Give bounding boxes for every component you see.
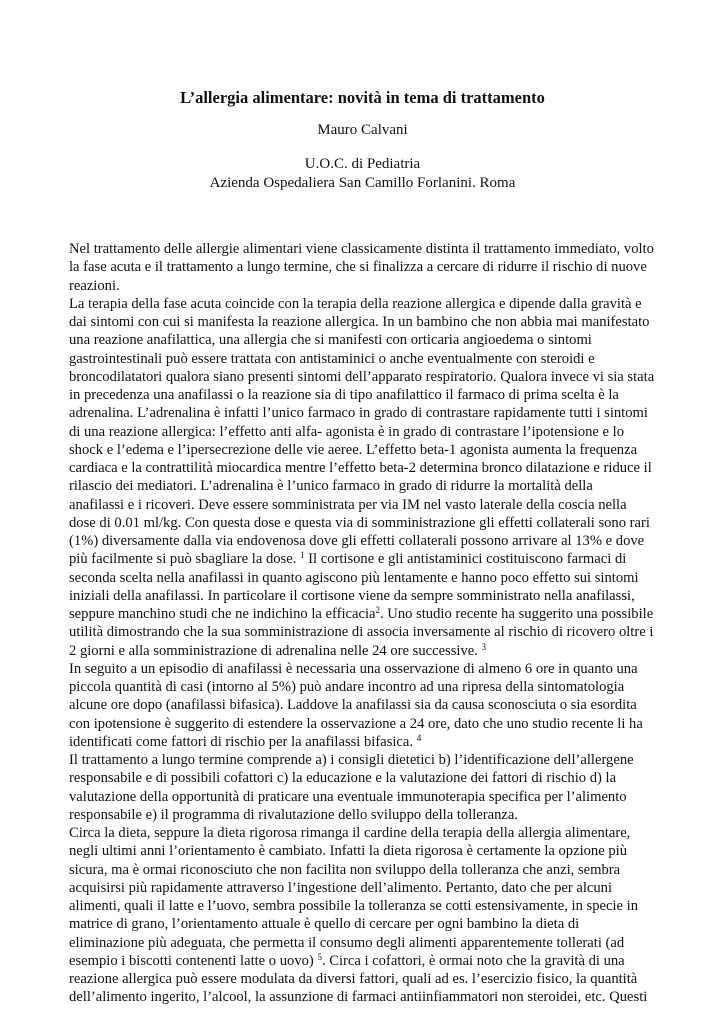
- body-line: eliminazione più adeguata, che permetta il consumo degli alimenti apparentemente tollerati (ad: [69, 934, 625, 951]
- body-line: una reazione anafilattica, una allergia che si manifesti con orticaria angioedema o sintomi: [69, 332, 592, 349]
- body-line: [69, 605, 669, 623]
- body-line: (1%) diversamente dalla via endovenosa dove gli effetti collaterali possono arrivare al 13% e dove: [69, 533, 645, 549]
- body-line: acquisirsi più rapidamente attraverso l’ingestione dell’alimento. Pertanto, dato che per alcuni: [69, 879, 613, 896]
- body-line: reazione allergica può essere modulata da diversi fattori, quali ad es. l’esercizio fisico, la quantità: [69, 971, 638, 987]
- body-line: responsabile e di possibili cofattori c) la educazione e la valutazione dei fattori di rischio d) la: [69, 770, 617, 787]
- body-line: sicura, ma è ormai riconosciuto che non facilita non sviluppo della tolleranza che anzi, sembra: [69, 861, 621, 878]
- body-line: reazioni.: [69, 277, 120, 294]
- body-line: dose di 0.01 ml/kg. Con questa dose e questa via di somministrazione gli effetti collaterali sono rari: [69, 514, 650, 531]
- affiliation-hospital: Azienda Ospedaliera San Camillo Forlanini. Roma: [209, 175, 516, 191]
- body-line: la fase acuta e il trattamento a lungo termine, che si finalizza a cercare di ridurre il rischio di nuove: [69, 259, 647, 276]
- body-line: responsabile e) il programma di rivalutazione dello sviluppo della tolleranza.: [69, 806, 519, 823]
- body-line: alimenti, quali il latte e l’uovo, sembra possibile la tolleranza se cotti estensivamente, in specie in: [69, 898, 638, 914]
- body-line-text: . Uno studio recente ha suggerito una possibile: [380, 606, 654, 622]
- body-line-text: 2 giorni e alla somministrazione di adrenalina nelle 24 ore successive.: [69, 642, 482, 659]
- body-line: iniziali della anafilassi. In particolare il cortisone viene da sempre somministrato nella anafilassi,: [69, 587, 635, 604]
- body-line: in precedenza una anafilassi o la reazione sia di tipo anafilattico il farmaco di prima scelta è la: [69, 387, 619, 403]
- body-line: [69, 952, 669, 970]
- body-line-text: seppure manchino studi che ne indichino la efficacia: [69, 606, 376, 622]
- reference-superscript: 5: [317, 951, 322, 962]
- body-line: dai sintomi con cui si manifesta la reazione allergica. In un bambino che non abbia mai manifestato: [69, 314, 650, 330]
- body-line: seconda scelta nella anafilassi in quanto agiscono più lentamente e hanno poco effetto sui sintomi: [69, 569, 639, 586]
- affiliation-department: U.O.C. di Pediatria: [304, 156, 421, 172]
- body-line: shock e l’edema e l’ipersecrezione delle vie aeree. L’effetto beta-1 agonista aumenta la frequenza: [69, 441, 638, 458]
- body-line-text: esempio i biscotti contenenti latte o uovo): [69, 952, 318, 969]
- body-line: dell’alimento ingerito, l’alcool, la assunzione di farmaci antiinfiammatori non steroidei, etc. Questi: [69, 989, 648, 1006]
- body-line-text: più facilmente si può sbagliare la dose.: [69, 551, 300, 568]
- body-line: anafilassi e i ricoveri. Deve essere somministrata per via IM nel vasto laterale della coscia nella: [69, 496, 627, 513]
- body-line: matrice di grano, l’orientamento attuale è quello di cercare per ogni bambino la dieta di: [69, 916, 580, 933]
- body-line: Il trattamento a lungo termine comprende a) i consigli dietetici b) l’identificazione dell’allergene: [69, 752, 634, 768]
- body-line: La terapia della fase acuta coincide con la terapia della reazione allergica e dipende dalla gravità e: [69, 295, 642, 312]
- body-line: Circa la dieta, seppure la dieta rigorosa rimanga il cardine della terapia della allergia alimentare,: [69, 825, 631, 841]
- body-line: gastrointestinali può essere trattata con antistaminici o anche eventualmente con steroidi e: [69, 350, 595, 367]
- body-line-text: . Circa i cofattori, è ormai noto che la gravità di una: [321, 952, 625, 969]
- reference-superscript: 2: [375, 605, 380, 615]
- body-line: piccola quantità di casi (intorno al 5%) può andare incontro ad una ripresa della sintomatologia: [69, 679, 625, 695]
- reference-superscript: 3: [481, 641, 487, 652]
- reference-superscript: 4: [416, 732, 422, 743]
- body-line: cardiaca e la contrattilità miocardica mentre l’effetto beta-2 determina bronco dilatazione e riduce il: [69, 460, 652, 476]
- body-line: broncodilatatori qualora siano presenti sintomi dell’apparato respiratorio. Qualora invece vi sia stata: [69, 368, 655, 385]
- body-line: [69, 550, 669, 568]
- body-line-text: Il cortisone e gli antistaminici costituiscono farmaci di: [304, 551, 627, 568]
- body-line: negli ultimi anni l’orientamento è cambiato. Infatti la dieta rigorosa è certamente la opzione più: [69, 843, 628, 860]
- body-line: con ipotensione è suggerito di estendere la osservazione a 24 ore, dato che uno studio recente li ha: [69, 715, 643, 732]
- reference-superscript: 1: [300, 550, 305, 561]
- body-line: Nel trattamento delle allergie alimentari viene classicamente distinta il trattamento immediato, volto: [69, 241, 654, 257]
- body-line: alcune ore dopo (anafilassi bifasica). Laddove la anafilassi sia da causa sconosciuta o sia esordita: [69, 697, 637, 714]
- body-line: utilità dimostrando che la sua somministrazione di associa inversamente al rischio di ricovero oltre i: [69, 624, 654, 641]
- body-line: In seguito a un episodio di anafilassi è necessaria una osservazione di almeno 6 ore in quanto una: [69, 660, 638, 677]
- body-line: [69, 733, 669, 751]
- author-name: Mauro Calvani: [317, 122, 408, 138]
- body-line-text: identificati come fattori di rischio per la anafilassi bifasica.: [69, 733, 417, 750]
- body-line: [69, 642, 669, 660]
- body-text: [69, 240, 669, 1007]
- body-line: adrenalina. L’adrenalina è infatti l’unico farmaco in grado di contrastare rapidamente tutti i sintomi: [69, 405, 648, 422]
- body-line: rilascio dei mediatori. L’adrenalina è l’unico farmaco in grado di ridurre la mortalità della: [69, 478, 593, 495]
- body-line: di una reazione allergica: l’effetto anti alfa- agonista è in grado di contrastare l’ipotensione e lo: [69, 423, 625, 440]
- body-line: valutazione della opportunità di praticare una eventuale immunoterapia specifica per l’alimento: [69, 788, 627, 805]
- document-title: L’allergia alimentare: novità in tema di trattamento: [180, 88, 545, 107]
